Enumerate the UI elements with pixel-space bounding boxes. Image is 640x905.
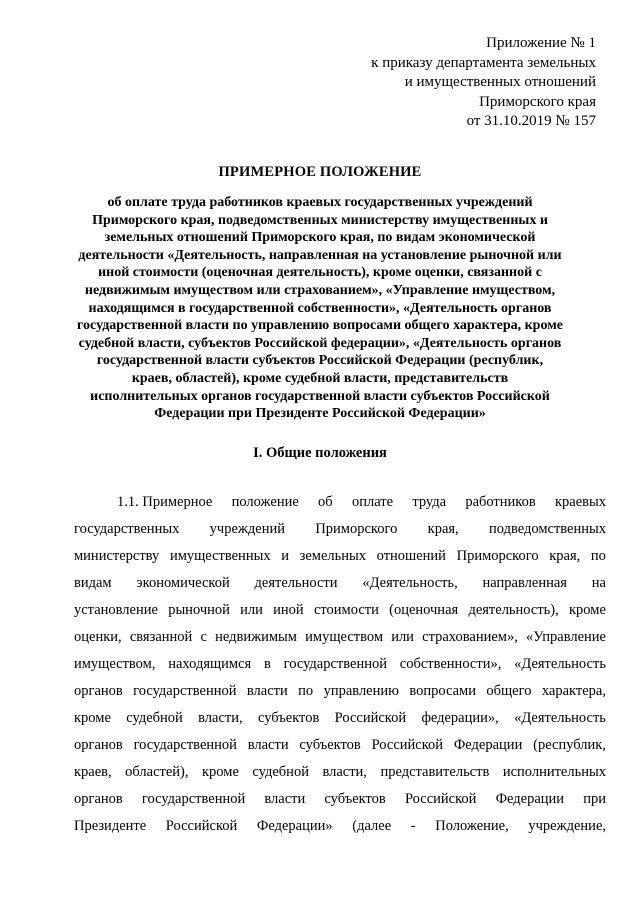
subtitle-line: государственной власти по управлению вопросами общего характера, кроме [77, 318, 563, 334]
paragraph-word: имуществом, [74, 656, 156, 672]
paragraph-word: Российской [371, 737, 444, 753]
paragraph-word: при [583, 791, 606, 807]
paragraph-word: видам [74, 575, 112, 591]
paragraph-word: судебной [126, 710, 183, 726]
subtitle-line: краев, областей), кроме судебной власти, представительств [131, 370, 509, 386]
paragraph-word: «Деятельность [514, 656, 606, 672]
subtitle-line: недвижимым имуществом или страхованием», «Управление имуществом, [84, 282, 556, 298]
paragraph-word: на [591, 575, 606, 591]
paragraph-word: Российской [165, 818, 238, 834]
paragraph-line [74, 516, 606, 543]
paragraph-word: в [264, 656, 271, 672]
paragraph-word: власти [247, 737, 289, 753]
paragraph-word: «Деятельность [514, 710, 606, 726]
paragraph-word: с [200, 629, 207, 645]
paragraph-word: областей), [125, 764, 189, 780]
paragraph-word: власти [246, 683, 288, 699]
paragraph-word: или [391, 629, 414, 645]
paragraph-word: субъектов [299, 737, 361, 753]
paragraph-word: стоимости [313, 602, 379, 618]
paragraph-word: «Управление [526, 629, 606, 645]
paragraph-word: и [281, 548, 289, 564]
paragraph-word: власти, [198, 710, 243, 726]
paragraph-line [74, 678, 606, 705]
paragraph-word: краев, [74, 764, 112, 780]
paragraph-word: субъектов [257, 710, 320, 726]
paragraph-1-1 [74, 489, 606, 840]
subtitle-line: Приморского края, подведомственных министерству имущественных и [92, 212, 548, 228]
subtitle-line: земельных отношений Приморского края, по видам экономической [104, 230, 536, 246]
appendix-line: Приморского края [479, 93, 596, 110]
paragraph-word: по [298, 683, 314, 699]
paragraph-line [74, 732, 606, 759]
paragraph-word: страхованием», [422, 629, 518, 645]
paragraph-word: Федерации» [256, 818, 333, 834]
paragraph-word: органов [74, 791, 123, 807]
paragraph-word: судебной [252, 764, 309, 780]
paragraph-word: федерации», [421, 710, 499, 726]
paragraph-word: учреждений [209, 521, 285, 537]
paragraph-word: Положение, [435, 818, 509, 834]
paragraph-word: собственности», [399, 656, 502, 672]
paragraph-word: экономической [136, 575, 230, 591]
paragraph-word: государственной [133, 683, 237, 699]
section-heading: I. Общие положения [253, 445, 387, 461]
paragraph-word: субъектов [324, 791, 386, 807]
paragraph-word: работников [465, 494, 536, 510]
paragraph-line [74, 813, 606, 840]
document-title: ПРИМЕРНОЕ ПОЛОЖЕНИЕ [218, 164, 422, 180]
paragraph-word: по [590, 548, 606, 564]
subtitle-line: судебной власти, субъектов Российской федерации», «Деятельность органов [78, 335, 562, 351]
appendix-line: от 31.10.2019 № 157 [466, 113, 596, 130]
paragraph-word: связанной [129, 629, 193, 645]
paragraph-word: кроме [74, 710, 111, 726]
paragraph-word: Президенте [74, 818, 147, 834]
paragraph-word: представительств [380, 764, 490, 780]
paragraph-word: Приморского [456, 548, 539, 564]
paragraph-word: или [240, 602, 263, 618]
paragraph-word: кроме [569, 602, 606, 618]
paragraph-word: недвижимым [215, 629, 297, 645]
paragraph-word: «Деятельность, [362, 575, 458, 591]
paragraph-line [74, 705, 606, 732]
paragraph-word: управлению [323, 683, 399, 699]
appendix-block [266, 34, 596, 132]
paragraph-word: отношений [376, 548, 446, 564]
document-subtitle [0, 194, 640, 423]
paragraph-word: Российской [404, 791, 477, 807]
paragraph-word: (далее [352, 818, 392, 834]
subtitle-line: иной стоимости (оценочная деятельность), кроме оценки, связанной с [98, 265, 542, 281]
appendix-line: и имущественных отношений [404, 74, 596, 91]
paragraph-word: государственной [283, 656, 387, 672]
paragraph-word: органов [74, 683, 123, 699]
paragraph-word: оценки, [74, 629, 122, 645]
appendix-line: Приложение № 1 [486, 35, 596, 51]
paragraph-line [74, 597, 606, 624]
paragraph-word: вопросами [409, 683, 476, 699]
appendix-line: к приказу департамента земельных [371, 54, 596, 71]
paragraph-word: (республик, [533, 737, 606, 753]
paragraph-word: министерству [74, 548, 160, 564]
paragraph-word: государственной [141, 791, 246, 807]
paragraph-line [74, 651, 606, 678]
paragraph-word: Российской [334, 710, 407, 726]
paragraph-word: учреждение, [528, 818, 606, 834]
subtitle-line: деятельности «Деятельность, направленная на установление рыночной или [78, 247, 562, 263]
paragraph-line [74, 570, 606, 597]
paragraph-word: краевых [554, 494, 606, 510]
paragraph-word: Федерации [453, 737, 523, 753]
paragraph-word: положение [231, 494, 299, 510]
subtitle-line: исполнительных органов государственной власти субъектов Российской [90, 388, 550, 404]
paragraph-line [74, 624, 606, 651]
paragraph-word: имущественных [169, 548, 271, 564]
paragraph-word: власти [264, 791, 306, 807]
paragraph-word: установление [74, 602, 158, 618]
paragraph-word: - [410, 818, 416, 834]
paragraph-word: (оценочная [389, 602, 459, 618]
paragraph-word: 1.1. Примерное [117, 494, 213, 510]
paragraph-word: края, [427, 521, 459, 537]
paragraph-word: органов [74, 737, 123, 753]
subtitle-line: Федерации при Президенте Российской Федерации» [154, 406, 486, 422]
subtitle-line: находящимся в государственной собственности», «Деятельность органов [88, 300, 552, 316]
paragraph-word: Приморского [315, 521, 398, 537]
paragraph-line [74, 759, 606, 786]
paragraph-word: общего [486, 683, 532, 699]
paragraph-word: находящимся [168, 656, 252, 672]
paragraph-line [74, 489, 606, 516]
paragraph-word: труда [412, 494, 447, 510]
paragraph-line [74, 543, 606, 570]
paragraph-word: характера, [541, 683, 606, 699]
paragraph-word: власти, [322, 764, 367, 780]
subtitle-line: об оплате труда работников краевых государственных учреждений [107, 195, 533, 210]
paragraph-word: иной [273, 602, 304, 618]
paragraph-word: имуществом [305, 629, 383, 645]
paragraph-word: государственной [133, 737, 237, 753]
paragraph-word: земельных [299, 548, 367, 564]
paragraph-line [74, 786, 606, 813]
paragraph-word: об [318, 494, 333, 510]
paragraph-word: Федерации [495, 791, 565, 807]
paragraph-word: исполнительных [502, 764, 606, 780]
paragraph-word: оплате [351, 494, 394, 510]
paragraph-word: рыночной [168, 602, 230, 618]
paragraph-word: государственных [74, 521, 180, 537]
paragraph-word: края, [549, 548, 581, 564]
paragraph-word: деятельность), [468, 602, 559, 618]
paragraph-word: подведомственных [489, 521, 606, 537]
subtitle-line: государственной власти субъектов Российской Федерации (республик, [96, 353, 544, 369]
paragraph-word: деятельности [254, 575, 338, 591]
paragraph-word: кроме [202, 764, 239, 780]
paragraph-word: направленная [482, 575, 567, 591]
